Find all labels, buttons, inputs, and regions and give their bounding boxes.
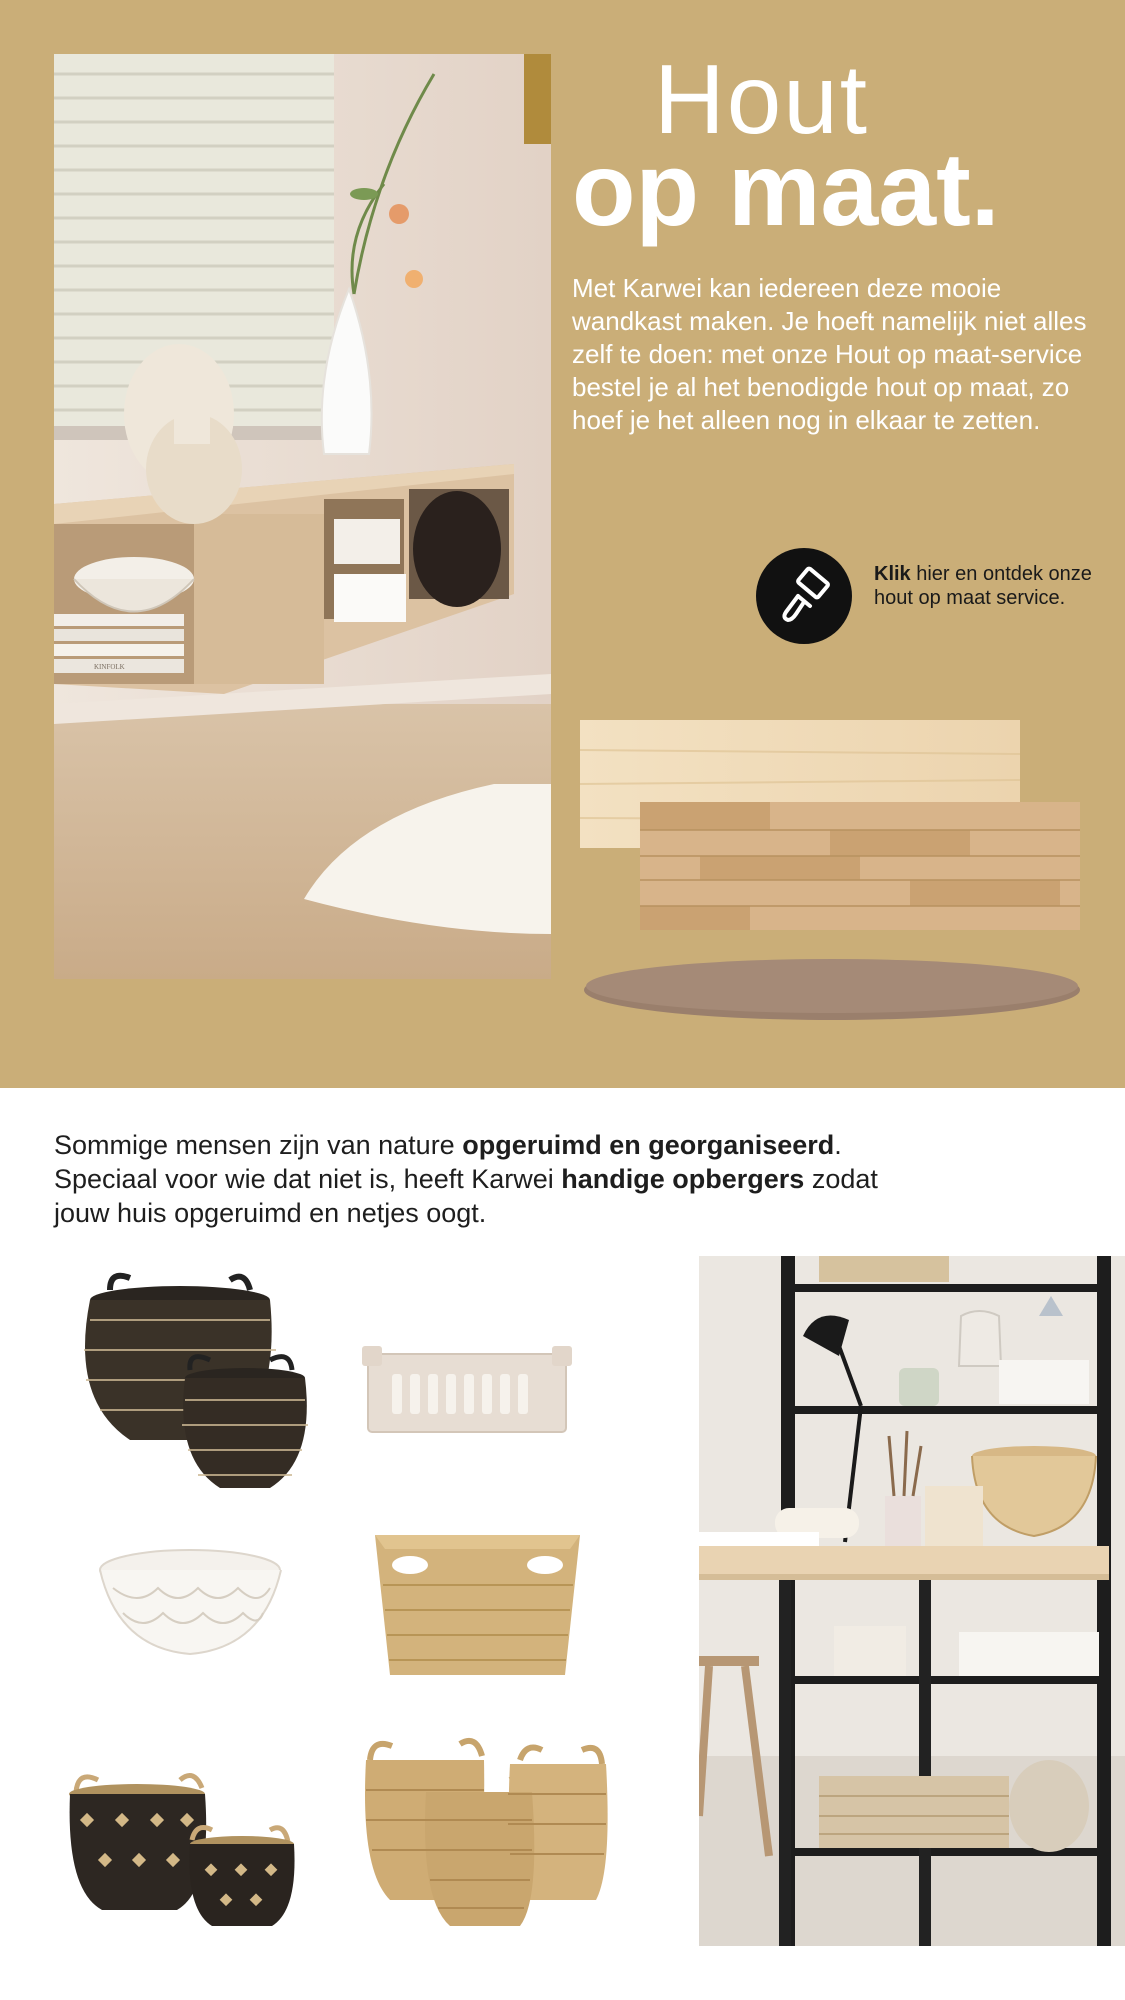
wood-samples-image — [580, 720, 1100, 1040]
patterned-baskets-image — [62, 1760, 302, 1930]
cta-label-bold: Klik — [874, 563, 911, 585]
storage-paragraph — [54, 1128, 914, 1230]
storage-text-bold-1: opgeruimd en georganiseerd — [462, 1130, 835, 1160]
hout-op-maat-link[interactable] — [756, 548, 1096, 644]
storage-text-1: Sommige mensen zijn van nature — [54, 1130, 463, 1160]
wall-cabinet-photo — [54, 54, 551, 979]
book-spine-text: KINFOLK — [94, 663, 125, 671]
storage-text-bold-2: handige opbergers — [561, 1164, 805, 1194]
seagrass-basket-image — [365, 1525, 590, 1685]
storage-text-2: . Speciaal voor wie dat niet is, heeft Karwei — [54, 1130, 842, 1194]
title-line-2: op maat. — [572, 132, 1000, 248]
seagrass-baskets-set-image — [360, 1720, 610, 1930]
title-line-1: Hout — [654, 44, 870, 154]
desk-shelf-photo — [699, 1256, 1125, 1946]
black-woven-baskets-image — [70, 1270, 320, 1500]
cta-label — [874, 562, 1104, 610]
folding-crate-image — [362, 1340, 572, 1440]
white-lattice-bowl-image — [98, 1548, 283, 1658]
intro-paragraph: Met Karwei kan iedereen deze mooie wandkast maken. Je hoeft namelijk niet alles zelf te doen: met onze Hout op maat-service bestel je al het benodigde hout op maat, zo hoef je het alleen nog in elkaar te zetten. — [572, 273, 1087, 435]
cta-label-rest: hier en ontdek onze hout op maat service. — [874, 563, 1092, 609]
storage-text-3: zodat jouw huis opgeruimd en netjes oogt. — [54, 1164, 878, 1228]
paint-brush-icon — [756, 548, 852, 644]
